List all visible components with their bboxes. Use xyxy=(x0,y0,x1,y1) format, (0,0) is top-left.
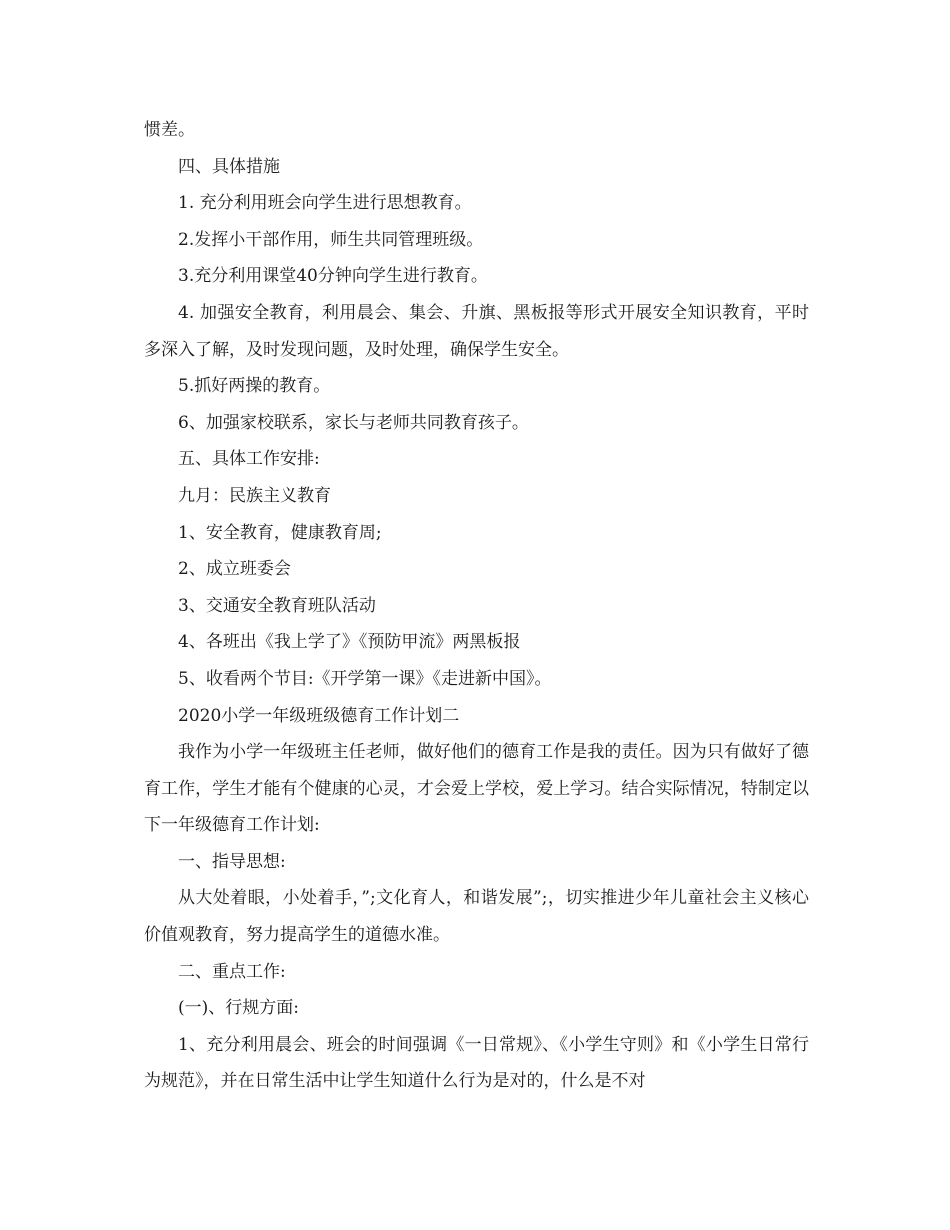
list-item: 3.充分利用课堂40分钟向学生进行教育。 xyxy=(178,266,488,287)
paragraph: 惯差。 xyxy=(144,120,195,140)
list-item: 2、成立班委会 xyxy=(178,559,291,580)
list-item: 2.发挥小干部作用，师生共同管理班级。 xyxy=(178,229,484,250)
document-body xyxy=(144,112,809,1100)
paragraph: 我作为小学一年级班主任老师，做好他们的德育工作是我的责任。因为只有做好了德育工作，学生才能有个健康的心灵，才会爱上学校，爱上学习。结合实际情况，特制定以下一年级德育工作计划: xyxy=(144,742,809,836)
paragraph: 从大处着眼，小处着手，”;文化育人，和谐发展”;，切实推进少年儿童社会主义核心价值观教育，努力提高学生的道德水准。 xyxy=(144,888,809,946)
section-heading: 一、指导思想: xyxy=(178,851,286,872)
subsection-heading: (一)、行规方面: xyxy=(178,998,299,1019)
list-item: 3、交通安全教育班队活动 xyxy=(178,595,376,616)
list-item: 1. 充分利用班会向学生进行思想教育。 xyxy=(178,193,472,214)
section-heading: 二、重点工作: xyxy=(178,961,286,982)
list-item: 4. 加强安全教育，利用晨会、集会、升旗、黑板报等形式开展安全知识教育，平时多深入了解，及时发现问题，及时处理，确保学生安全。 xyxy=(144,302,809,360)
month-heading: 九月：民族主义教育 xyxy=(178,485,331,506)
list-item: 1、安全教育，健康教育周; xyxy=(178,522,382,543)
list-item: 1、充分利用晨会、班会的时间强调《一日常规》、《小学生守则》和《小学生日常行为规范》，并在日常生活中让学生知道什么行为是对的，什么是不对 xyxy=(144,1034,809,1092)
list-item: 5、收看两个节目:《开学第一课》《走进新中国》。 xyxy=(178,668,552,689)
list-item: 6、加强家校联系，家长与老师共同教育孩子。 xyxy=(178,412,529,433)
document-subtitle: 2020小学一年级班级德育工作计划二 xyxy=(178,705,460,726)
section-heading: 四、具体措施 xyxy=(178,156,280,177)
list-item: 5.抓好两操的教育。 xyxy=(178,376,331,397)
section-heading: 五、具体工作安排: xyxy=(178,449,320,470)
list-item: 4、各班出《我上学了》《预防甲流》两黑板报 xyxy=(178,632,521,653)
